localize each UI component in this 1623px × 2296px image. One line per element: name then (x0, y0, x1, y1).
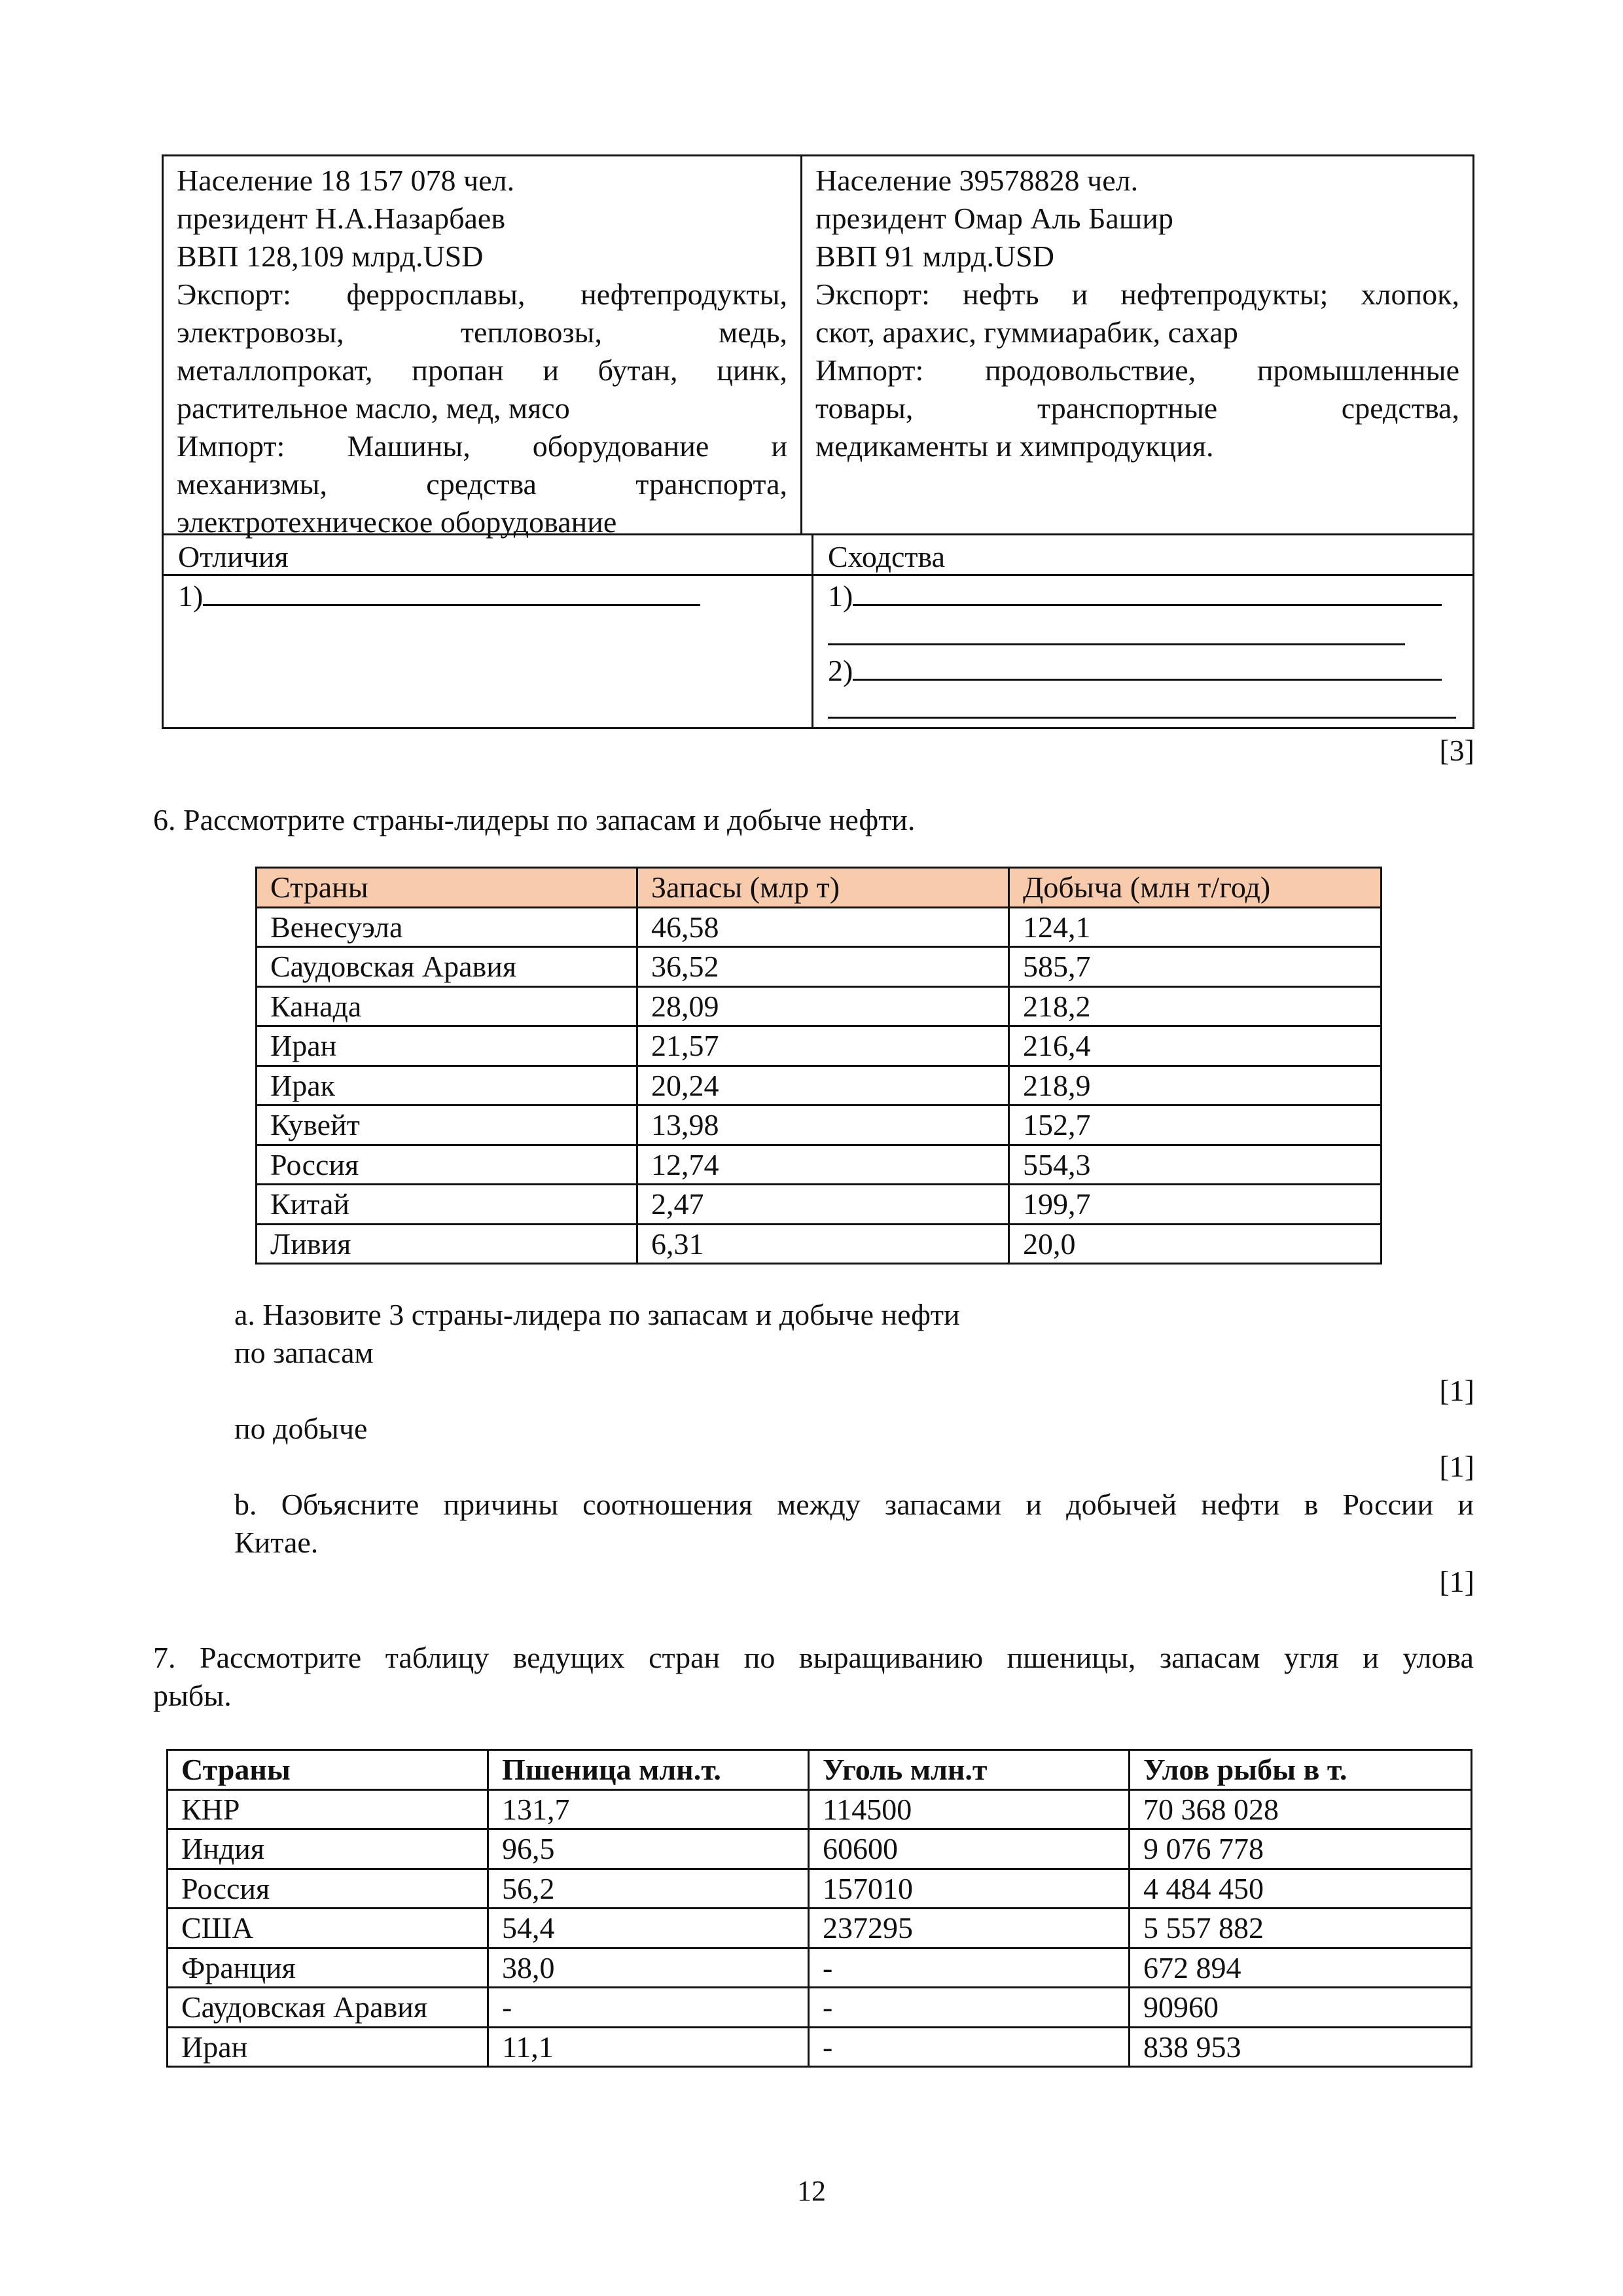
gdp-right: ВВП 91 млрд.USD (815, 240, 1054, 273)
table-row (168, 1869, 1472, 1909)
word: медь, (719, 315, 787, 349)
fish-cell: 5 557 882 (1130, 1909, 1472, 1948)
reserves-cell: 12,74 (637, 1145, 1009, 1185)
country-cell: Иран (168, 2027, 488, 2067)
word: нефтепродукты; (1120, 278, 1329, 311)
import-left-last: электротехническое оборудование (177, 505, 617, 539)
reserves-cell: 36,52 (637, 947, 1009, 987)
justified-line (177, 351, 787, 389)
word: транспортные (1037, 391, 1218, 425)
word: и (543, 353, 559, 387)
table-row (257, 1145, 1382, 1185)
crop-table-body (168, 1789, 1472, 2067)
population-left: Население 18 157 078 чел. (177, 164, 515, 197)
word: соотношения (582, 1488, 753, 1521)
production-cell: 216,4 (1009, 1026, 1382, 1066)
question-7-prompt (153, 1639, 1474, 1715)
word: Рассмотрите (200, 1641, 362, 1674)
header-countries: Страны (168, 1750, 488, 1790)
justified-line (815, 276, 1459, 314)
similarity-item-2-label: 2) (828, 654, 853, 687)
reserves-cell: 46,58 (637, 907, 1009, 947)
fish-cell: 838 953 (1130, 2027, 1472, 2067)
score-mark-a2: [1] (1439, 1450, 1474, 1483)
country-cell: Иран (257, 1026, 637, 1066)
production-cell: 218,2 (1009, 986, 1382, 1026)
q6-prompt-text: 6. Рассмотрите страны-лидеры по запасам и добыче нефти. (153, 803, 916, 836)
production-cell: 218,9 (1009, 1066, 1382, 1105)
justified-line (177, 276, 787, 314)
country-cell: Россия (257, 1145, 637, 1185)
table-row (257, 1185, 1382, 1225)
coal-cell: 60600 (809, 1829, 1130, 1869)
similarities-header: Сходства (828, 540, 946, 573)
score-mark-b: [1] (1439, 1565, 1474, 1598)
word: бутан, (597, 353, 678, 387)
word: и (1363, 1641, 1379, 1674)
justified-line (815, 351, 1459, 389)
word: по (743, 1641, 776, 1674)
country-cell: Индия (168, 1829, 488, 1869)
export-left (177, 276, 787, 389)
country-cell: Венесуэла (257, 907, 637, 947)
import-left (177, 427, 787, 503)
country-cell: Кувейт (257, 1105, 637, 1145)
word: цинк, (717, 353, 787, 387)
word: ведущих (512, 1641, 625, 1674)
word: оборудование (532, 429, 709, 463)
coal-cell: - (809, 1948, 1130, 1988)
word: товары, (815, 391, 914, 425)
word: Импорт: (815, 353, 924, 387)
country-cell: Ирак (257, 1066, 637, 1105)
wheat-cell: - (488, 1988, 809, 2028)
wheat-cell: 11,1 (488, 2027, 809, 2067)
by-production-label: по добыче (234, 1412, 368, 1445)
reserves-cell: 20,24 (637, 1066, 1009, 1105)
table-row (168, 1988, 1472, 2028)
country-cell: США (168, 1909, 488, 1948)
word: нефти (1201, 1488, 1280, 1521)
justified-line (177, 427, 787, 465)
word: 7. (153, 1641, 176, 1674)
production-cell: 585,7 (1009, 947, 1382, 987)
by-reserves-label: по запасам (234, 1336, 374, 1369)
word: нефть (962, 278, 1039, 311)
gdp-left: ВВП 128,109 млрд.USD (177, 240, 484, 273)
difference-item-1-label: 1) (178, 579, 204, 613)
reserves-cell: 13,98 (637, 1105, 1009, 1145)
score-mark-a1: [1] (1439, 1374, 1474, 1407)
wheat-cell: 96,5 (488, 1829, 809, 1869)
header-production: Добыча (млн т/год) (1009, 868, 1382, 908)
table-row (168, 1909, 1472, 1948)
wheat-cell: 38,0 (488, 1948, 809, 1988)
coal-cell: 237295 (809, 1909, 1130, 1948)
word: пшеницы, (1007, 1641, 1136, 1674)
comparison-table (162, 154, 1474, 729)
country-cell: Китай (257, 1185, 637, 1225)
word: Объясните (281, 1488, 419, 1521)
similarity-item-1-cont (828, 617, 1405, 655)
word: b. (234, 1488, 257, 1521)
differences-header: Отличия (178, 540, 289, 573)
word: выращиванию (798, 1641, 984, 1674)
word: добычей (1066, 1488, 1177, 1521)
word: средства (426, 467, 537, 501)
q6-part-a-text: a. Назовите 3 страны-лидера по запасам и добыче нефти (234, 1298, 960, 1331)
word: в (1304, 1488, 1319, 1521)
coal-cell: - (809, 2027, 1130, 2067)
similarity-blank-2[interactable] (853, 653, 1442, 681)
word: транспорта, (635, 467, 787, 501)
word: и (771, 429, 787, 463)
word: угля (1284, 1641, 1339, 1674)
table-row (257, 1105, 1382, 1145)
similarity-item-1-label: 1) (828, 579, 853, 613)
word: хлопок, (1361, 278, 1459, 311)
coal-cell: 157010 (809, 1869, 1130, 1909)
word: причины (443, 1488, 558, 1521)
q7-prompt-line2: рыбы. (153, 1679, 232, 1712)
header-fish: Улов рыбы в т. (1130, 1750, 1472, 1790)
fish-cell: 4 484 450 (1130, 1869, 1472, 1909)
q6-part-b-line1 (234, 1486, 1474, 1524)
oil-leaders-table (255, 867, 1382, 1265)
header-wheat: Пшеница млн.т. (488, 1750, 809, 1790)
justified-line (815, 389, 1459, 427)
president-right: президент Омар Аль Башир (815, 202, 1173, 235)
coal-cell: - (809, 1988, 1130, 2028)
header-countries: Страны (257, 868, 637, 908)
country-cell: Саудовская Аравия (168, 1988, 488, 2028)
table-row (168, 1948, 1472, 1988)
word: и (1071, 278, 1088, 311)
wheat-cell: 56,2 (488, 1869, 809, 1909)
word: металлопрокат, (177, 353, 373, 387)
word: средства, (1341, 391, 1459, 425)
table-row (257, 907, 1382, 947)
table-header-row (257, 868, 1382, 908)
similarity-blank-2b[interactable] (828, 691, 1456, 719)
country-cell: Канада (257, 986, 637, 1026)
word: продовольствие, (984, 353, 1196, 387)
q6-part-b (234, 1486, 1474, 1562)
table-row (257, 947, 1382, 987)
word: пропан (412, 353, 504, 387)
table-row (257, 986, 1382, 1026)
reserves-cell: 2,47 (637, 1185, 1009, 1225)
fish-cell: 90960 (1130, 1988, 1472, 2028)
production-cell: 20,0 (1009, 1224, 1382, 1264)
difference-blank-1[interactable] (203, 578, 700, 606)
reserves-cell: 21,57 (637, 1026, 1009, 1066)
country-cell: Россия (168, 1869, 488, 1909)
similarity-blank-1b[interactable] (828, 617, 1405, 645)
word: тепловозы, (460, 315, 602, 349)
table-row (257, 1224, 1382, 1264)
comparison-countries-row (162, 154, 1474, 539)
production-cell: 152,7 (1009, 1105, 1382, 1145)
word: ферросплавы, (346, 278, 526, 311)
coal-cell: 114500 (809, 1789, 1130, 1829)
q6-part-b-line2: Китае. (234, 1526, 319, 1559)
production-cell: 554,3 (1009, 1145, 1382, 1185)
fish-cell: 70 368 028 (1130, 1789, 1472, 1829)
production-cell: 124,1 (1009, 907, 1382, 947)
word: России (1342, 1488, 1434, 1521)
import-right (815, 351, 1459, 427)
oil-table-body (257, 907, 1382, 1264)
table-row (257, 1026, 1382, 1066)
word: запасами (885, 1488, 1002, 1521)
word: запасам (1159, 1641, 1260, 1674)
page-number: 12 (797, 2175, 826, 2207)
kazakhstan-info-cell (164, 156, 802, 539)
country-cell: Франция (168, 1948, 488, 1988)
export-right (815, 276, 1459, 314)
word: между (777, 1488, 861, 1521)
production-cell: 199,7 (1009, 1185, 1382, 1225)
word: таблицу (385, 1641, 490, 1674)
table-row (257, 1066, 1382, 1105)
header-reserves: Запасы (млр т) (637, 868, 1009, 908)
difference-item-1 (178, 577, 700, 615)
export-right-last: скот, арахис, гуммиарабик, сахар (815, 315, 1238, 349)
q6-part-a (234, 1296, 1474, 1372)
country-cell: Саудовская Аравия (257, 947, 637, 987)
table-row (168, 1789, 1472, 1829)
wheat-coal-fish-table (166, 1749, 1472, 2068)
word: нефтепродукты, (580, 278, 787, 311)
header-coal: Уголь млн.т (809, 1750, 1130, 1790)
justified-line (177, 314, 787, 351)
president-left: президент Н.А.Назарбаев (177, 202, 506, 235)
sudan-info-cell (802, 156, 1472, 533)
table-header-row (168, 1750, 1472, 1790)
table-row (168, 2027, 1472, 2067)
word: электровозы, (177, 315, 344, 349)
word: механизмы, (177, 467, 327, 501)
similarity-item-1 (828, 577, 1442, 615)
word: Экспорт: (177, 278, 291, 311)
by-production-block (234, 1410, 1474, 1448)
answer-area (162, 535, 1474, 729)
word: промышленные (1257, 353, 1459, 387)
table-row (168, 1829, 1472, 1869)
similarity-item-2 (828, 652, 1442, 690)
import-right-last: медикаменты и химпродукция. (815, 429, 1214, 463)
word: стран (649, 1641, 721, 1674)
wheat-cell: 54,4 (488, 1909, 809, 1948)
q7-prompt-line1 (153, 1639, 1474, 1677)
similarity-blank-1[interactable] (853, 578, 1442, 606)
justified-line (177, 465, 787, 503)
similarity-item-2-cont (828, 690, 1456, 728)
word: улова (1402, 1641, 1474, 1674)
word: Машины, (347, 429, 471, 463)
word: и (1457, 1488, 1474, 1521)
fish-cell: 672 894 (1130, 1948, 1472, 1988)
word: Экспорт: (815, 278, 930, 311)
word: Импорт: (177, 429, 285, 463)
reserves-cell: 28,09 (637, 986, 1009, 1026)
export-left-last: растительное масло, мед, мясо (177, 391, 570, 425)
word: и (1026, 1488, 1042, 1521)
score-mark-q5: [3] (1439, 734, 1474, 767)
fish-cell: 9 076 778 (1130, 1829, 1472, 1869)
wheat-cell: 131,7 (488, 1789, 809, 1829)
reserves-cell: 6,31 (637, 1224, 1009, 1264)
country-cell: КНР (168, 1789, 488, 1829)
country-cell: Ливия (257, 1224, 637, 1264)
question-6-prompt (153, 801, 1474, 839)
population-right: Население 39578828 чел. (815, 164, 1139, 197)
